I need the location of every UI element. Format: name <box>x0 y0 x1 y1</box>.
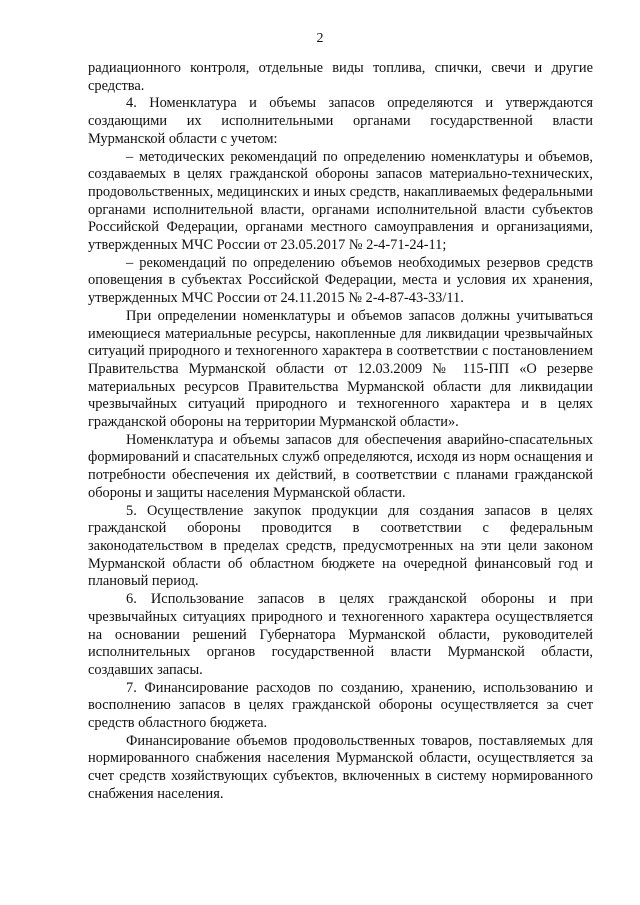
paragraph-material-resources: При определении номенклатуры и объемов запасов должны учитываться имеющиеся материальные ресурсы, накопленные для ликвидации чрезвычайных ситуаций природного и техногенного характера в соответствии с постановлением Правительства Мурманской области от 12.03.2009 № 115-ПП «О резерве материальных ресурсов Правительства Мурманской области для ликвидации чрезвычайных ситуаций природного и техногенного характера и в целях гражданской обороны на территории Мурманской области». <box>88 307 593 431</box>
paragraph-item-4: 4. Номенклатура и объемы запасов определяются и утверждаются создающими их исполнительными органами государственной власти Мурманской области с учетом: <box>88 95 593 147</box>
paragraph-warning-reserves: – рекомендаций по определению объемов необходимых резервов средств оповещения в субъектах Российской Федерации, места и условия их хранения, утвержденных МЧС России от 24.11.2015 № 2-4-87-43-33/11. <box>88 254 593 307</box>
document-body <box>88 60 593 804</box>
paragraph-food-financing: Финансирование объемов продовольственных товаров, поставляемых для нормированного снабжения населения Мурманской области, осуществляется за счет средств хозяйствующих субъектов, включенных в систему нормированного снабжения населения. <box>88 732 593 802</box>
paragraph-continuation: радиационного контроля, отдельные виды топлива, спички, свечи и другие средства. <box>88 60 593 94</box>
paragraph-item-5: 5. Осуществление закупок продукции для создания запасов в целях гражданской обороны проводится в соответствии с федеральным законодательством в пределах средств, предусмотренных на эти цели законом Мурманской области об областном бюджете на очередной финансовый год и плановый период. <box>88 502 593 590</box>
page-number: 2 <box>316 31 324 46</box>
paragraph-item-6: 6. Использование запасов в целях гражданской обороны и при чрезвычайных ситуациях природного и техногенного характера осуществляется на основании решений Губернатора Мурманской области, руководителей исполнительных органов государственной власти Мурманской области, создавших запасы. <box>88 591 593 678</box>
paragraph-methodical-recommendations: – методических рекомендаций по определению номенклатуры и объемов, создаваемых в целях гражданской обороны запасов материально-технических, продовольственных, медицинских и иных средств, накапливаемых федеральными органами исполнительной власти, органами исполнительной власти субъектов Российской Федерации, органами местного самоуправления и организациями, утвержденных МЧС России от 23.05.2017 № 2-4-71-24-11; <box>88 148 593 254</box>
paragraph-rescue-units: Номенклатура и объемы запасов для обеспечения аварийно-спасательных формирований и спасательных служб определяются, исходя из норм оснащения и потребности обеспечения их действий, в соответствии с планами гражданской обороны и защиты населения Мурманской области. <box>88 431 593 501</box>
paragraph-item-7: 7. Финансирование расходов по созданию, хранению, использованию и восполнению запасов в целях гражданской обороны осуществляется за счет средств областного бюджета. <box>88 679 593 732</box>
